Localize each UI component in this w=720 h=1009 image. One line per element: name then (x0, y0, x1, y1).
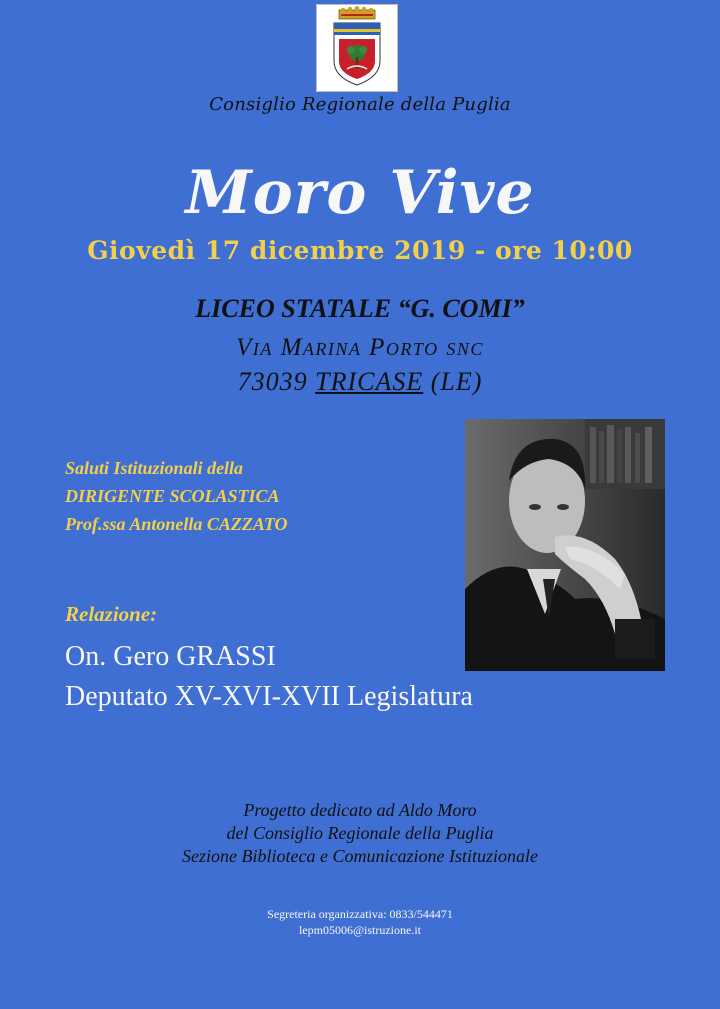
contact-email: lepm05006@istruzione.it (298, 923, 422, 937)
speaker-role: Deputato XV-XVI-XVII Legislatura (65, 681, 473, 712)
project-line-2: del Consiglio Regionale della Puglia (226, 823, 494, 843)
venue-street: Via Marina Porto snc (236, 334, 484, 361)
portrait-photo (465, 419, 665, 671)
venue-province: (LE) (430, 367, 483, 396)
region-emblem-logo (316, 4, 398, 92)
speaker-name: On. Gero GRASSI (65, 641, 276, 672)
contact-phone: Segreteria organizzativa: 0833/544471 (267, 907, 453, 921)
project-line-1: Progetto dedicato ad Aldo Moro (243, 800, 477, 820)
greetings-line-2: DIRIGENTE SCOLASTICA (65, 486, 280, 506)
venue-city: TRICASE (315, 367, 424, 396)
venue-city-line (0, 367, 720, 397)
talk-label: Relazione: (65, 602, 158, 626)
project-line-3: Sezione Biblioteca e Comunicazione Istituzionale (182, 846, 538, 866)
venue-postcode: 73039 (237, 367, 308, 396)
organization-name: Consiglio Regionale della Puglia (209, 94, 511, 115)
greetings-line-3: Prof.ssa Antonella CAZZATO (65, 514, 288, 534)
event-date-time: Giovedì 17 dicembre 2019 - ore 10:00 (87, 236, 633, 265)
event-title: Moro Vive (185, 158, 535, 228)
greetings-line-1: Saluti Istituzionali della (65, 458, 244, 478)
venue-name: LICEO STATALE “G. COMI” (195, 294, 525, 323)
